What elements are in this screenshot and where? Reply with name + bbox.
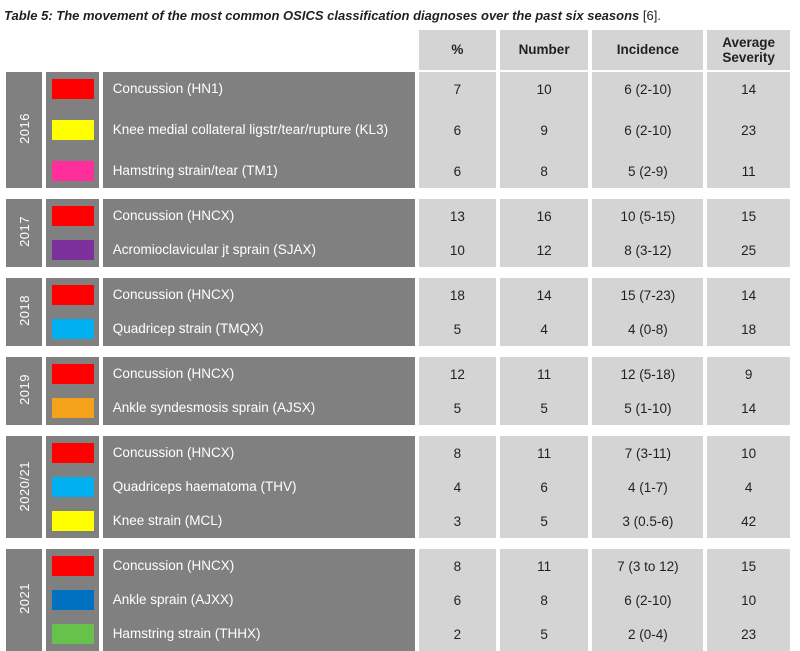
severity-value: 14 — [707, 278, 790, 312]
column-header-severity: Average Severity — [707, 30, 790, 70]
color-swatch-cell — [46, 549, 98, 583]
severity-value: 15 — [707, 199, 790, 233]
diagnosis-label: Ankle syndesmosis sprain (AJSX) — [103, 391, 415, 425]
injury-diagnoses-table — [2, 30, 794, 651]
table-row — [6, 617, 790, 651]
season-year-label: 2016 — [16, 113, 32, 145]
severity-value: 10 — [707, 583, 790, 617]
number-value: 16 — [500, 199, 589, 233]
table-caption — [0, 0, 800, 30]
diagnosis-label: Concussion (HNCX) — [103, 436, 415, 470]
number-value: 8 — [500, 154, 589, 188]
table-row — [6, 549, 790, 583]
percent-value: 7 — [419, 72, 496, 106]
color-swatch-cell — [46, 72, 98, 106]
color-swatch — [52, 285, 94, 305]
color-swatch — [52, 624, 94, 644]
number-value: 10 — [500, 72, 589, 106]
number-value: 5 — [500, 617, 589, 651]
color-swatch-cell — [46, 391, 98, 425]
color-swatch — [52, 206, 94, 226]
season-year-cell — [6, 436, 42, 538]
table-row — [6, 391, 790, 425]
incidence-value: 15 (7-23) — [592, 278, 703, 312]
color-swatch-cell — [46, 357, 98, 391]
incidence-value: 5 (1-10) — [592, 391, 703, 425]
table-row — [6, 504, 790, 538]
diagnosis-label: Knee strain (MCL) — [103, 504, 415, 538]
color-swatch-cell — [46, 312, 98, 346]
color-swatch — [52, 398, 94, 418]
color-swatch — [52, 161, 94, 181]
table-row — [6, 583, 790, 617]
color-swatch-cell — [46, 470, 98, 504]
severity-value: 18 — [707, 312, 790, 346]
table-row — [6, 154, 790, 188]
number-value: 5 — [500, 391, 589, 425]
season-year-cell — [6, 199, 42, 267]
diagnosis-label: Concussion (HNCX) — [103, 357, 415, 391]
incidence-value: 6 (2-10) — [592, 106, 703, 154]
percent-value: 18 — [419, 278, 496, 312]
color-swatch-cell — [46, 199, 98, 233]
number-value: 6 — [500, 470, 589, 504]
color-swatch-cell — [46, 617, 98, 651]
number-value: 11 — [500, 549, 589, 583]
color-swatch — [52, 79, 94, 99]
severity-value: 14 — [707, 391, 790, 425]
severity-value: 10 — [707, 436, 790, 470]
season-year-label: 2021 — [16, 583, 32, 615]
incidence-value: 2 (0-4) — [592, 617, 703, 651]
color-swatch — [52, 590, 94, 610]
percent-value: 12 — [419, 357, 496, 391]
incidence-value: 6 (2-10) — [592, 583, 703, 617]
caption-reference: [6]. — [639, 8, 661, 23]
severity-value: 25 — [707, 233, 790, 267]
table-row — [6, 106, 790, 154]
table-row — [6, 278, 790, 312]
severity-value: 23 — [707, 617, 790, 651]
percent-value: 6 — [419, 106, 496, 154]
color-swatch — [52, 319, 94, 339]
caption-text: Table 5: The movement of the most common OSICS classification diagnoses over the past six seasons — [4, 8, 640, 23]
diagnosis-label: Concussion (HNCX) — [103, 549, 415, 583]
group-separator — [6, 188, 790, 199]
diagnosis-label: Quadriceps haematoma (THV) — [103, 470, 415, 504]
group-separator — [6, 425, 790, 436]
table-row — [6, 436, 790, 470]
number-value: 14 — [500, 278, 589, 312]
number-value: 11 — [500, 357, 589, 391]
season-year-label: 2020/21 — [16, 460, 32, 511]
color-swatch-cell — [46, 436, 98, 470]
incidence-value: 10 (5-15) — [592, 199, 703, 233]
severity-value: 4 — [707, 470, 790, 504]
diagnosis-label: Hamstring strain (THHX) — [103, 617, 415, 651]
incidence-value: 6 (2-10) — [592, 72, 703, 106]
severity-value: 23 — [707, 106, 790, 154]
number-value: 9 — [500, 106, 589, 154]
season-year-cell — [6, 72, 42, 188]
table-header — [6, 30, 790, 72]
percent-value: 4 — [419, 470, 496, 504]
group-separator — [6, 346, 790, 357]
percent-value: 8 — [419, 436, 496, 470]
color-swatch — [52, 511, 94, 531]
table-row — [6, 470, 790, 504]
incidence-value: 4 (0-8) — [592, 312, 703, 346]
incidence-value: 8 (3-12) — [592, 233, 703, 267]
incidence-value: 7 (3-11) — [592, 436, 703, 470]
color-swatch — [52, 477, 94, 497]
table-row — [6, 357, 790, 391]
color-swatch — [52, 120, 94, 140]
header-row — [6, 30, 790, 70]
diagnosis-label: Hamstring strain/tear (TM1) — [103, 154, 415, 188]
percent-value: 5 — [419, 312, 496, 346]
color-swatch-cell — [46, 504, 98, 538]
color-swatch-cell — [46, 278, 98, 312]
column-header-incidence: Incidence — [592, 30, 703, 70]
table-row — [6, 199, 790, 233]
column-header-percent: % — [419, 30, 496, 70]
diagnosis-label: Concussion (HN1) — [103, 72, 415, 106]
season-year-cell — [6, 357, 42, 425]
severity-value: 11 — [707, 154, 790, 188]
incidence-value: 7 (3 to 12) — [592, 549, 703, 583]
color-swatch-cell — [46, 154, 98, 188]
table-body — [6, 72, 790, 651]
diagnosis-label: Concussion (HNCX) — [103, 199, 415, 233]
season-year-cell — [6, 278, 42, 346]
diagnosis-label: Acromioclavicular jt sprain (SJAX) — [103, 233, 415, 267]
diagnosis-label: Quadricep strain (TMQX) — [103, 312, 415, 346]
percent-value: 10 — [419, 233, 496, 267]
percent-value: 6 — [419, 154, 496, 188]
diagnosis-label: Ankle sprain (AJXX) — [103, 583, 415, 617]
color-swatch — [52, 364, 94, 384]
incidence-value: 4 (1-7) — [592, 470, 703, 504]
percent-value: 3 — [419, 504, 496, 538]
diagnosis-label: Concussion (HNCX) — [103, 278, 415, 312]
percent-value: 13 — [419, 199, 496, 233]
season-year-label: 2019 — [16, 374, 32, 406]
severity-value: 9 — [707, 357, 790, 391]
header-spacer-label — [103, 30, 415, 70]
percent-value: 5 — [419, 391, 496, 425]
severity-value: 14 — [707, 72, 790, 106]
severity-value: 15 — [707, 549, 790, 583]
diagnosis-label: Knee medial collateral ligstr/tear/rupture (KL3) — [103, 106, 415, 154]
group-separator — [6, 538, 790, 549]
header-spacer-year — [6, 30, 42, 70]
percent-value: 2 — [419, 617, 496, 651]
incidence-value: 12 (5-18) — [592, 357, 703, 391]
number-value: 5 — [500, 504, 589, 538]
incidence-value: 3 (0.5-6) — [592, 504, 703, 538]
table-row — [6, 233, 790, 267]
severity-value: 42 — [707, 504, 790, 538]
season-year-label: 2017 — [16, 216, 32, 248]
number-value: 11 — [500, 436, 589, 470]
color-swatch — [52, 443, 94, 463]
number-value: 12 — [500, 233, 589, 267]
color-swatch — [52, 556, 94, 576]
color-swatch-cell — [46, 106, 98, 154]
season-year-label: 2018 — [16, 295, 32, 327]
number-value: 4 — [500, 312, 589, 346]
percent-value: 6 — [419, 583, 496, 617]
color-swatch — [52, 240, 94, 260]
group-separator — [6, 267, 790, 278]
incidence-value: 5 (2-9) — [592, 154, 703, 188]
color-swatch-cell — [46, 583, 98, 617]
column-header-number: Number — [500, 30, 589, 70]
header-spacer-swatch — [46, 30, 98, 70]
table-row — [6, 72, 790, 106]
percent-value: 8 — [419, 549, 496, 583]
color-swatch-cell — [46, 233, 98, 267]
table-row — [6, 312, 790, 346]
number-value: 8 — [500, 583, 589, 617]
